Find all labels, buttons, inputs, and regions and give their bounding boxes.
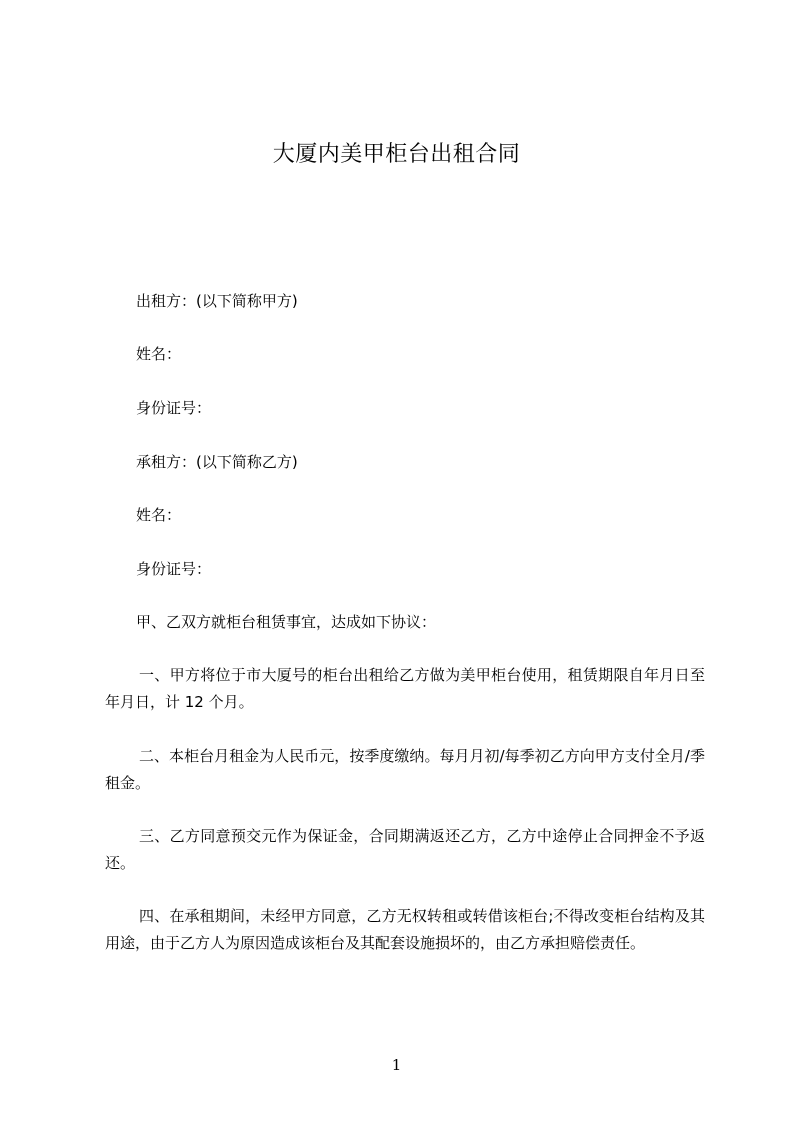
agreement-intro: 甲、乙双方就柜台租赁事宜，达成如下协议： [136,613,437,631]
clause-3: 三、乙方同意预交元作为保证金，合同期满返还乙方，乙方中途停止合同押金不予返还。 [105,827,705,872]
page-number: 1 [391,1056,402,1074]
lessor-name-field: 姓名： [136,345,182,363]
lessee-label: 承租方：(以下简称乙方) [136,453,298,471]
document-title: 大厦内美甲柜台出租合同 [272,142,521,167]
clause-2: 二、本柜台月租金为人民币元，按季度缴纳。每月月初/每季初乙方向甲方支付全月/季租金。 [105,747,705,792]
lessee-name-field: 姓名： [136,506,182,524]
clause-4: 四、在承租期间，未经甲方同意，乙方无权转租或转借该柜台;不得改变柜台结构及其用途，由于乙方人为原因造成该柜台及其配套设施损坏的，由乙方承担赔偿责任。 [105,907,705,952]
clause-1: 一、甲方将位于市大厦号的柜台出租给乙方做为美甲柜台使用，租赁期限自年月日至年月日，计 12 个月。 [105,666,705,711]
lessor-id-field: 身份证号： [136,399,212,417]
lessor-label: 出租方：(以下简称甲方) [136,292,298,310]
lessee-id-field: 身份证号： [136,560,212,578]
